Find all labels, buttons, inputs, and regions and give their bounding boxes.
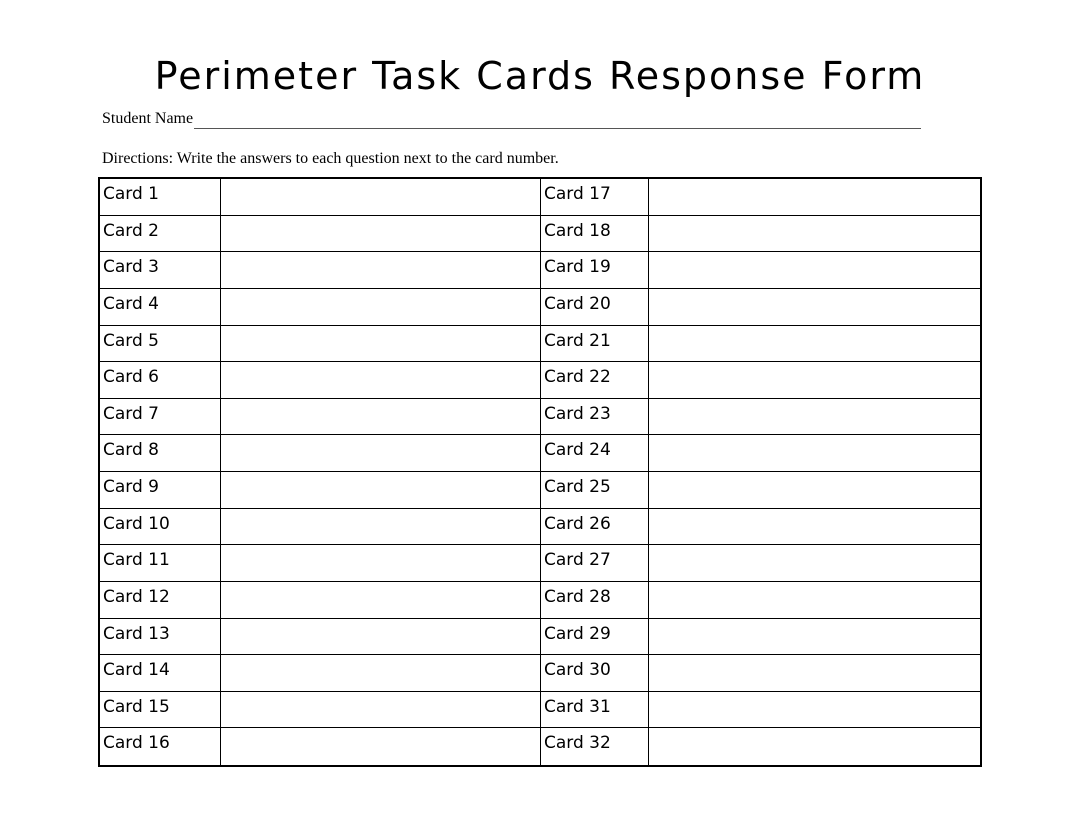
card-label-right: Card 32 xyxy=(541,728,649,765)
directions-text: Directions: Write the answers to each question next to the card number. xyxy=(102,150,559,167)
card-label-left: Card 7 xyxy=(100,399,221,436)
answer-cell-left[interactable] xyxy=(221,216,541,253)
card-label-right: Card 18 xyxy=(541,216,649,253)
answer-cell-right[interactable] xyxy=(649,582,982,619)
answer-cell-right[interactable] xyxy=(649,252,982,289)
answer-cell-left[interactable] xyxy=(221,509,541,546)
card-label-right: Card 17 xyxy=(541,179,649,216)
card-label-right: Card 24 xyxy=(541,435,649,472)
card-label-left: Card 16 xyxy=(100,728,221,765)
card-label-right: Card 30 xyxy=(541,655,649,692)
answer-cell-left[interactable] xyxy=(221,399,541,436)
card-label-right: Card 26 xyxy=(541,509,649,546)
card-label-left: Card 6 xyxy=(100,362,221,399)
answer-cell-right[interactable] xyxy=(649,545,982,582)
card-label-left: Card 13 xyxy=(100,619,221,656)
card-label-left: Card 8 xyxy=(100,435,221,472)
answer-cell-right[interactable] xyxy=(649,472,982,509)
answer-cell-right[interactable] xyxy=(649,216,982,253)
card-label-right: Card 25 xyxy=(541,472,649,509)
answer-cell-left[interactable] xyxy=(221,179,541,216)
card-label-right: Card 21 xyxy=(541,326,649,363)
answer-cell-right[interactable] xyxy=(649,655,982,692)
card-label-left: Card 11 xyxy=(100,545,221,582)
card-label-left: Card 15 xyxy=(100,692,221,729)
answer-cell-left[interactable] xyxy=(221,289,541,326)
page-title: Perimeter Task Cards Response Form xyxy=(154,54,926,98)
answer-cell-right[interactable] xyxy=(649,728,982,765)
answer-cell-left[interactable] xyxy=(221,435,541,472)
card-label-left: Card 1 xyxy=(100,179,221,216)
answer-cell-right[interactable] xyxy=(649,289,982,326)
card-label-left: Card 12 xyxy=(100,582,221,619)
card-label-left: Card 2 xyxy=(100,216,221,253)
card-label-left: Card 14 xyxy=(100,655,221,692)
card-label-right: Card 31 xyxy=(541,692,649,729)
card-label-left: Card 9 xyxy=(100,472,221,509)
card-label-left: Card 3 xyxy=(100,252,221,289)
student-name-label: Student Name xyxy=(102,110,194,127)
card-label-left: Card 4 xyxy=(100,289,221,326)
card-label-left: Card 10 xyxy=(100,509,221,546)
student-name-row xyxy=(102,109,921,129)
answer-cell-left[interactable] xyxy=(221,326,541,363)
answer-cell-right[interactable] xyxy=(649,435,982,472)
answer-cell-right[interactable] xyxy=(649,399,982,436)
answer-cell-right[interactable] xyxy=(649,509,982,546)
card-label-right: Card 23 xyxy=(541,399,649,436)
card-label-right: Card 29 xyxy=(541,619,649,656)
answer-cell-left[interactable] xyxy=(221,655,541,692)
answer-cell-left[interactable] xyxy=(221,692,541,729)
card-label-right: Card 22 xyxy=(541,362,649,399)
card-label-right: Card 28 xyxy=(541,582,649,619)
answer-cell-right[interactable] xyxy=(649,619,982,656)
answer-cell-left[interactable] xyxy=(221,362,541,399)
answer-cell-right[interactable] xyxy=(649,692,982,729)
answer-cell-left[interactable] xyxy=(221,472,541,509)
student-name-field[interactable] xyxy=(194,113,921,129)
answer-cell-left[interactable] xyxy=(221,545,541,582)
card-label-left: Card 5 xyxy=(100,326,221,363)
answer-cell-right[interactable] xyxy=(649,362,982,399)
answer-cell-left[interactable] xyxy=(221,582,541,619)
response-table xyxy=(98,177,982,767)
card-label-right: Card 19 xyxy=(541,252,649,289)
answer-cell-right[interactable] xyxy=(649,326,982,363)
answer-cell-right[interactable] xyxy=(649,179,982,216)
card-label-right: Card 20 xyxy=(541,289,649,326)
card-label-right: Card 27 xyxy=(541,545,649,582)
answer-cell-left[interactable] xyxy=(221,252,541,289)
answer-cell-left[interactable] xyxy=(221,728,541,765)
answer-cell-left[interactable] xyxy=(221,619,541,656)
